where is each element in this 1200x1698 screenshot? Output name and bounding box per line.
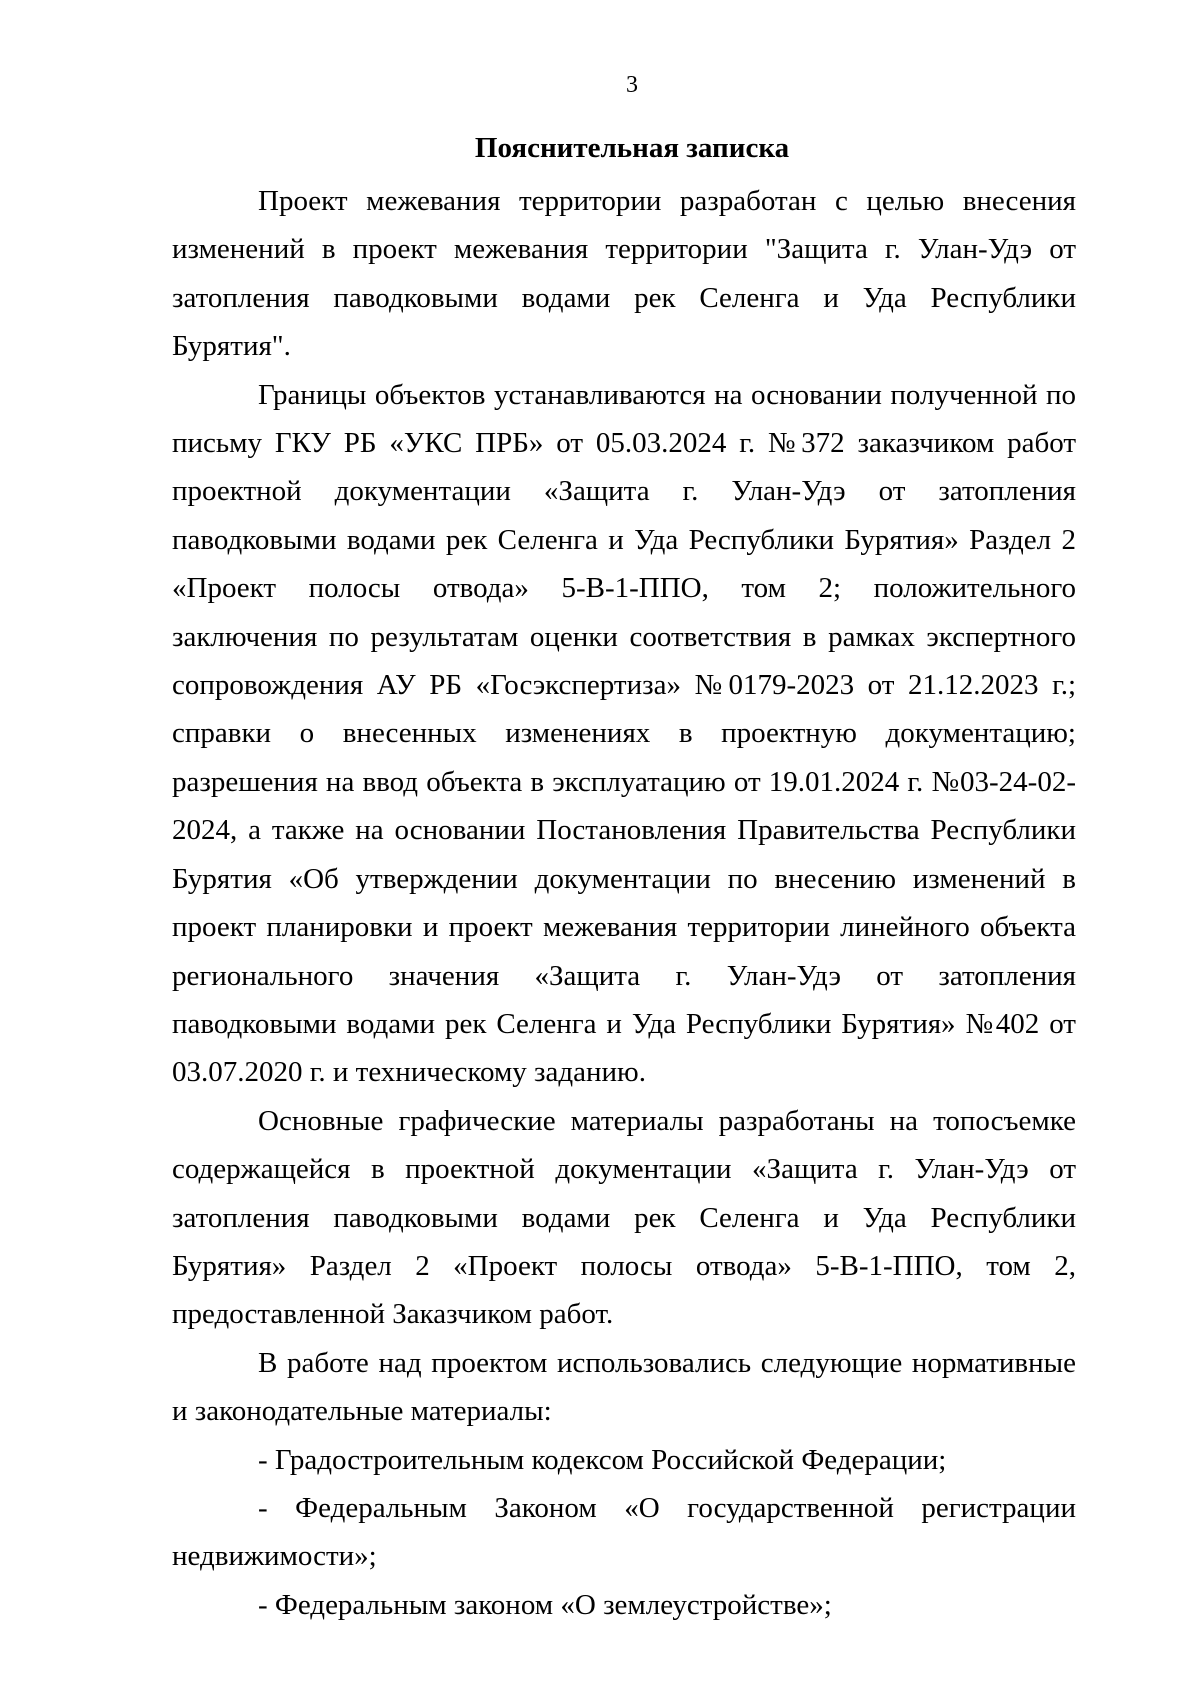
paragraph-normative-materials: В работе над проектом использовались следующие нормативные и законодательные материалы: — [172, 1346, 1076, 1428]
list-item: - Градостроительным кодексом Российской Федерации; — [258, 1443, 947, 1476]
page-title: Пояснительная записка — [474, 132, 790, 164]
document-body — [172, 177, 1076, 1629]
page-number: 3 — [626, 72, 638, 98]
list-item: - Федеральным Законом «О государственной регистрации недвижимости»; — [172, 1491, 1076, 1573]
list-item: - Федеральным законом «О землеустройстве»; — [258, 1588, 832, 1621]
paragraph-boundaries: Границы объектов устанавливаются на основании полученной по письму ГКУ РБ «УКС ПРБ» от 05.03.2024 г. №372 заказчиком работ проектной документации «Защита г. Улан-Удэ от затопления паводковыми водами рек Селенга и Уда Республики Бурятия» Раздел 2 «Проект полосы отвода» 5-В-1-ППО, том 2; положительного заключения по результатам оценки соответствия в рамках экспертного сопровождения АУ РБ «Госэкспертиза» №0179-2023 от 21.12.2023 г.; справки о внесенных изменениях в проектную документацию; разрешения на ввод объекта в эксплуатацию от 19.01.2024 г. №03-24-02-2024, а также на основании Постановления Правительства Республики Бурятия «Об утверждении документации по внесению изменений в проект планировки и проект межевания территории линейного объекта регионального значения «Защита г. Улан-Удэ от затопления паводковыми водами рек Селенга и Уда Республики Бурятия» №402 от 03.07.2020 г. и техническому заданию. — [172, 378, 1076, 1089]
paragraph-purpose: Проект межевания территории разработан с целью внесения изменений в проект межевания территории "Защита г. Улан-Удэ от затопления паводковыми водами рек Селенга и Уда Республики Бурятия". — [172, 185, 1076, 363]
paragraph-graphic-materials: Основные графические материалы разработаны на топосъемке содержащейся в проектной документации «Защита г. Улан-Удэ от затопления паводковыми водами рек Селенга и Уда Республики Бурятия» Раздел 2 «Проект полосы отвода» 5-В-1-ППО, том 2, предоставленной Заказчиком работ. — [172, 1104, 1076, 1331]
